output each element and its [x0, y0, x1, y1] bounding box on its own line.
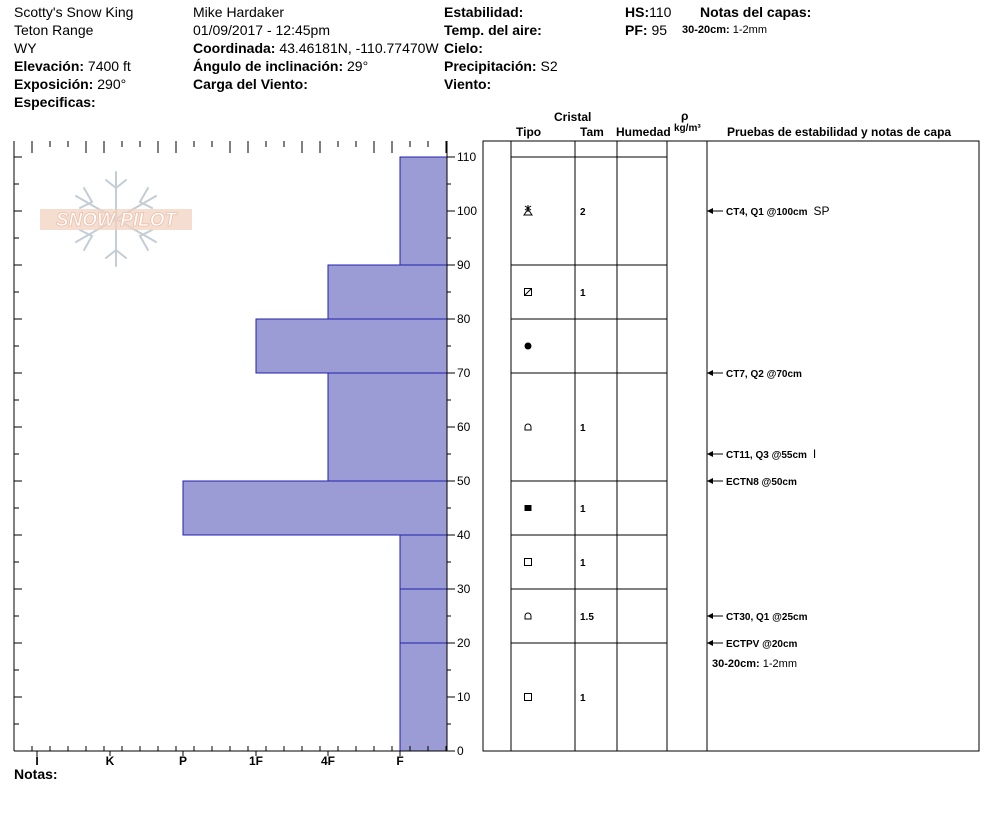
faceted-rounded-crystal-icon	[525, 613, 531, 619]
depth-tick-label: 30	[457, 582, 471, 596]
moisture-header: Humedad	[616, 125, 671, 139]
hs-value: 110	[649, 4, 672, 20]
hardness-bar	[400, 535, 447, 589]
density-unit-header: kg/m³	[674, 123, 701, 134]
coord-label: Coordinada:	[193, 40, 276, 56]
depth-tick-label: 10	[457, 690, 471, 704]
hardness-bar	[400, 589, 447, 643]
hardness-bar	[400, 157, 447, 265]
stability-test-label: CT11, Q3 @55cm	[726, 450, 807, 461]
depth-tick-label: 110	[457, 150, 477, 164]
decomposed-slash	[525, 289, 532, 296]
logo-text: SNOW PILOT	[55, 210, 177, 231]
hardness-tick-label: I	[35, 754, 39, 768]
depth-tick-label: 90	[457, 258, 471, 272]
location-name: Scotty's Snow King	[14, 4, 134, 20]
crystal-size-label: 1	[580, 504, 586, 515]
faceted-crystal-icon	[525, 559, 532, 566]
observation-datetime: 01/09/2017 - 12:45pm	[193, 22, 330, 38]
test-arrow-head	[707, 478, 713, 484]
wind-load-label: Carga del Viento:	[193, 76, 308, 92]
aspect-label: Exposición:	[14, 76, 94, 92]
air-temp-label: Temp. del aire:	[444, 22, 542, 38]
precip-label: Precipitación:	[444, 58, 537, 74]
hardness-bar	[328, 265, 447, 319]
stability-test-label: CT30, Q1 @25cm	[726, 612, 808, 623]
hardness-bar	[256, 319, 447, 373]
crystal-size-label: 1	[580, 288, 586, 299]
stability-test-label: ECTN8 @50cm	[726, 477, 797, 488]
test-arrow-head	[707, 640, 713, 646]
crystal-size-label: 2	[580, 207, 586, 218]
depth-tick-label: 0	[457, 744, 464, 758]
hardness-tick-label: K	[105, 754, 115, 768]
depth-tick-label: 70	[457, 366, 471, 380]
stellar-crystal-icon	[524, 205, 532, 215]
layer-notes-title: Notas del capas:	[700, 4, 812, 20]
table-layer-note	[712, 658, 797, 670]
sky-label: Cielo:	[444, 40, 483, 56]
tests-header: Pruebas de estabilidad y notas de capa	[727, 125, 952, 139]
state-name: WY	[14, 40, 37, 56]
stability-test-label: ECTPV @20cm	[726, 639, 798, 650]
faceted-crystal-icon	[525, 694, 532, 701]
depth-tick-label: 80	[457, 312, 471, 326]
layer-notes-entry-value: 1-2mm	[732, 24, 767, 36]
snowpilot-logo	[40, 172, 192, 266]
depth-tick-label: 50	[457, 474, 471, 488]
crystal-header: Cristal	[554, 110, 592, 124]
hs-label: HS:	[625, 4, 650, 20]
density-rho-header: ρ	[681, 109, 689, 123]
pf-label: PF:	[625, 22, 648, 38]
test-arrow-head	[707, 451, 713, 457]
wind-label: Viento:	[444, 76, 492, 92]
precip-value: S2	[540, 58, 558, 74]
rounded-crystal-icon	[525, 343, 532, 350]
crystal-size-label: 1	[580, 558, 586, 569]
depth-tick-label: 60	[457, 420, 471, 434]
size-header: Tam	[580, 125, 604, 139]
depth-tick-label: 40	[457, 528, 471, 542]
type-header: Tipo	[516, 125, 542, 139]
table-layer-note-label: 30-20cm:	[712, 658, 763, 670]
elevation-value: 7400 ft	[87, 58, 131, 74]
hardness-bar	[400, 643, 447, 751]
test-arrow-head	[707, 208, 713, 214]
hardness-tick-label: P	[178, 754, 188, 768]
elevation-label: Elevación:	[14, 58, 85, 74]
depth-tick-label: 20	[457, 636, 471, 650]
hardness-bar	[328, 373, 447, 481]
stability-test-label: CT4, Q1 @100cm	[726, 207, 808, 218]
melt-freeze-crystal-icon	[525, 505, 532, 511]
faceted-rounded-crystal-icon	[525, 424, 531, 430]
stability-test-label: CT7, Q2 @70cm	[726, 369, 802, 380]
coord-value: 43.46181N, -110.77470W	[279, 40, 439, 56]
stability-test-suffix: I	[812, 447, 817, 461]
depth-tick-label: 100	[457, 204, 478, 218]
table-layer-note-value: 1-2mm	[762, 658, 797, 670]
slope-label: Ángulo de inclinación:	[193, 58, 344, 74]
hardness-tick-label: 4F	[320, 754, 336, 768]
notes-label: Notas:	[14, 766, 58, 782]
hardness-tick-label: F	[396, 754, 404, 768]
crystal-size-label: 1.5	[580, 612, 594, 623]
crystal-size-label: 1	[580, 693, 586, 704]
slope-value: 29°	[347, 58, 369, 74]
layer-notes-entry-label: 30-20cm:	[682, 24, 730, 36]
test-arrow-head	[707, 613, 713, 619]
specifics-label: Especificas:	[14, 94, 96, 110]
observer-name: Mike Hardaker	[193, 4, 285, 20]
hardness-tick-label: 1F	[248, 754, 264, 768]
crystal-size-label: 1	[580, 423, 586, 434]
hardness-bar	[183, 481, 447, 535]
stability-test-suffix: SP	[813, 204, 830, 218]
aspect-value: 290°	[97, 76, 127, 92]
pf-value: 95	[651, 22, 668, 38]
stability-label: Estabilidad:	[444, 4, 524, 20]
test-arrow-head	[707, 370, 713, 376]
decomposed-crystal-icon	[525, 289, 532, 296]
range-name: Teton Range	[14, 22, 94, 38]
